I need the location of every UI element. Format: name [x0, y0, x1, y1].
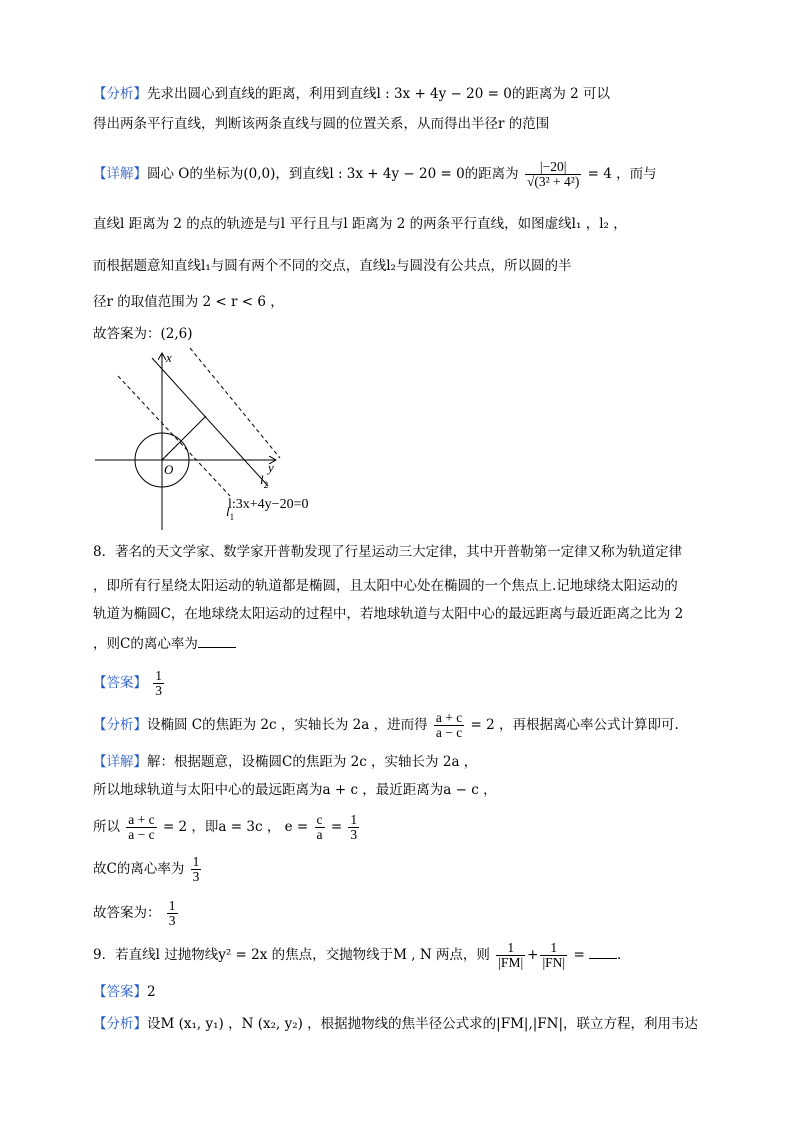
p9-answer-blank	[589, 946, 617, 959]
p8-analysis-text-a: 设椭圆 C的焦距为 2c ，实轴长为 2a ，进而得	[147, 717, 428, 733]
p8-detail-e-den: a	[316, 827, 323, 842]
p8-final-answer	[93, 898, 180, 928]
p9-plus: +	[527, 947, 539, 963]
p8-answer	[93, 668, 166, 698]
p8-detail-text-3a: 所以	[93, 819, 120, 835]
y-axis-label: y	[268, 460, 274, 475]
distance-fraction	[525, 160, 581, 189]
p8-analysis-text-b: = 2 ，再根据离心率公式计算即可.	[470, 717, 679, 733]
l1-label: $l_1$	[226, 504, 235, 522]
p8-eccentricity-num: 1	[192, 854, 200, 869]
p8-detail-result-num: 1	[350, 812, 358, 827]
l2-label: $l_2$	[260, 472, 269, 490]
x-axis-label: x	[166, 350, 172, 365]
p7-detail-text-1a: 圆心 O的坐标为(0,0)，到直线l : 3x + 4y − 20 = 0的距离为	[147, 166, 519, 182]
p9-fraction-fn	[540, 941, 567, 970]
p8-analysis-numerator: a + c	[435, 710, 463, 725]
p8-final-den: 3	[168, 913, 176, 928]
p8-detail-e-num: c	[316, 812, 323, 827]
answer-tag: 【答案】	[93, 675, 147, 691]
p8-eccentricity-den: 3	[192, 869, 200, 884]
p8-detail-fraction-1-num: a + c	[128, 812, 155, 827]
p8-answer-fraction	[153, 669, 164, 698]
p8-detail-text-4: 故C的离心率为	[93, 861, 185, 877]
p9-fraction-fm	[496, 941, 525, 970]
p8-detail-result-fraction	[348, 813, 359, 842]
analysis-tag: 【分析】	[93, 717, 147, 733]
p7-detail-line-3: 而根据题意知直线l₁与圆有两个不同的交点，直线l₂与圆没有公共点，所以圆的半	[93, 258, 572, 274]
p8-detail-line-2: 所以地球轨道与太阳中心的最远距离为a + c ，最近距离为a − c ，	[93, 782, 497, 798]
p9-fraction-fm-den: |FM|	[498, 955, 524, 970]
p9-analysis-text: 设M (x₁, y₁) ，N (x₂, y₂) ，根据抛物线的焦半径公式求的|FM|,|FN|，联立方程，利用韦达	[147, 1016, 699, 1032]
p7-detail-text-1b: = 4 ，而与	[587, 166, 657, 182]
p9-fraction-fn-num: 1	[540, 941, 567, 956]
p8-detail-text-3b: = 2 ，即a = 3c ，	[162, 819, 281, 835]
p7-analysis-line-1	[93, 84, 610, 104]
p8-final-num: 1	[168, 898, 176, 913]
p8-analysis	[93, 710, 679, 740]
p9-equals: =	[573, 947, 585, 963]
p8-detail-fraction-1-den: a − c	[128, 827, 155, 842]
p8-detail-line-1	[93, 752, 477, 772]
p8-question-line-4	[93, 634, 236, 654]
p8-question-text-4: ，则C的离心率为	[93, 636, 198, 652]
perpendicular-segment	[162, 416, 206, 460]
coordinate-figure	[90, 346, 350, 536]
distance-numerator: |−20|	[525, 160, 581, 175]
p8-analysis-fraction	[434, 711, 464, 740]
p9-period: .	[617, 947, 622, 963]
p9-question	[93, 940, 621, 970]
p8-answer-numerator: 1	[155, 668, 163, 683]
p7-analysis-line-2: 得出两条平行直线，判断该两条直线与圆的位置关系，从而得出半径r 的范围	[93, 116, 550, 132]
p9-answer-value: 2	[147, 984, 156, 1000]
detail-tag: 【详解】	[93, 166, 147, 182]
p7-detail-line-4: 径r 的取值范围为 2 < r < 6 ，	[93, 294, 284, 310]
p8-question-line-1: 8．著名的天文学家、数学家开普勒发现了行星运动三大定律，其中开普勒第一定律又称为轨道定律	[93, 544, 683, 560]
p9-question-text: 9．若直线l 过抛物线y² = 2x 的焦点，交抛物线于M , N 两点，则	[93, 947, 490, 963]
p8-analysis-denominator: a − c	[435, 725, 463, 740]
p7-analysis-text-1: 先求出圆心到直线的距离，利用到直线l : 3x + 4y − 20 = 0的距离为 2 可以	[147, 86, 610, 102]
p9-answer	[93, 982, 156, 1002]
analysis-tag: 【分析】	[93, 1016, 147, 1032]
detail-tag: 【详解】	[93, 754, 147, 770]
p8-detail-text-1: 解：根据题意，设椭圆C的焦距为 2c ，实轴长为 2a ，	[147, 754, 478, 770]
p8-detail-result-den: 3	[350, 827, 358, 842]
p7-final-answer: 故答案为：(2,6)	[93, 326, 193, 342]
p8-answer-denominator: 3	[155, 683, 163, 698]
p8-detail-line-3	[93, 812, 361, 842]
p8-eccentricity-fraction	[191, 855, 202, 884]
p9-analysis	[93, 1014, 698, 1034]
p8-detail-text-3c: e =	[284, 819, 309, 835]
p8-question-line-3: 轨道为椭圆C，在地球绕太阳运动的过程中，若地球轨道与太阳中心的最远距离与最近距离之比为 2	[93, 606, 684, 622]
p9-fraction-fn-den: |FN|	[542, 955, 566, 970]
answer-blank	[198, 635, 236, 648]
answer-tag: 【答案】	[93, 984, 147, 1000]
p8-question-line-2: ，即所有行星绕太阳运动的轨道都是椭圆，且太阳中心处在椭圆的一个焦点上.记地球绕太阳运动的	[93, 578, 678, 594]
p7-detail-line-1	[93, 160, 657, 189]
distance-denominator: √(3² + 4²)	[526, 174, 580, 189]
dashed-line-l2	[190, 348, 280, 458]
p8-final-fraction	[167, 899, 178, 928]
p8-detail-text-3d: =	[330, 819, 343, 835]
p8-detail-fraction-1	[126, 813, 156, 842]
line-equation-label: l:3x+4y−20=0	[228, 497, 309, 512]
p9-fraction-fm-num: 1	[496, 941, 525, 956]
p8-final-text: 故答案为：	[93, 905, 161, 921]
p8-detail-line-4	[93, 854, 203, 884]
p8-detail-e-fraction	[315, 813, 325, 842]
p7-detail-line-2: 直线l 距离为 2 的点的轨迹是与l 平行且与l 距离为 2 的两条平行直线，如图虚线l₁ ，l₂ ，	[93, 216, 627, 232]
analysis-tag: 【分析】	[93, 86, 147, 102]
origin-label: O	[164, 462, 174, 477]
